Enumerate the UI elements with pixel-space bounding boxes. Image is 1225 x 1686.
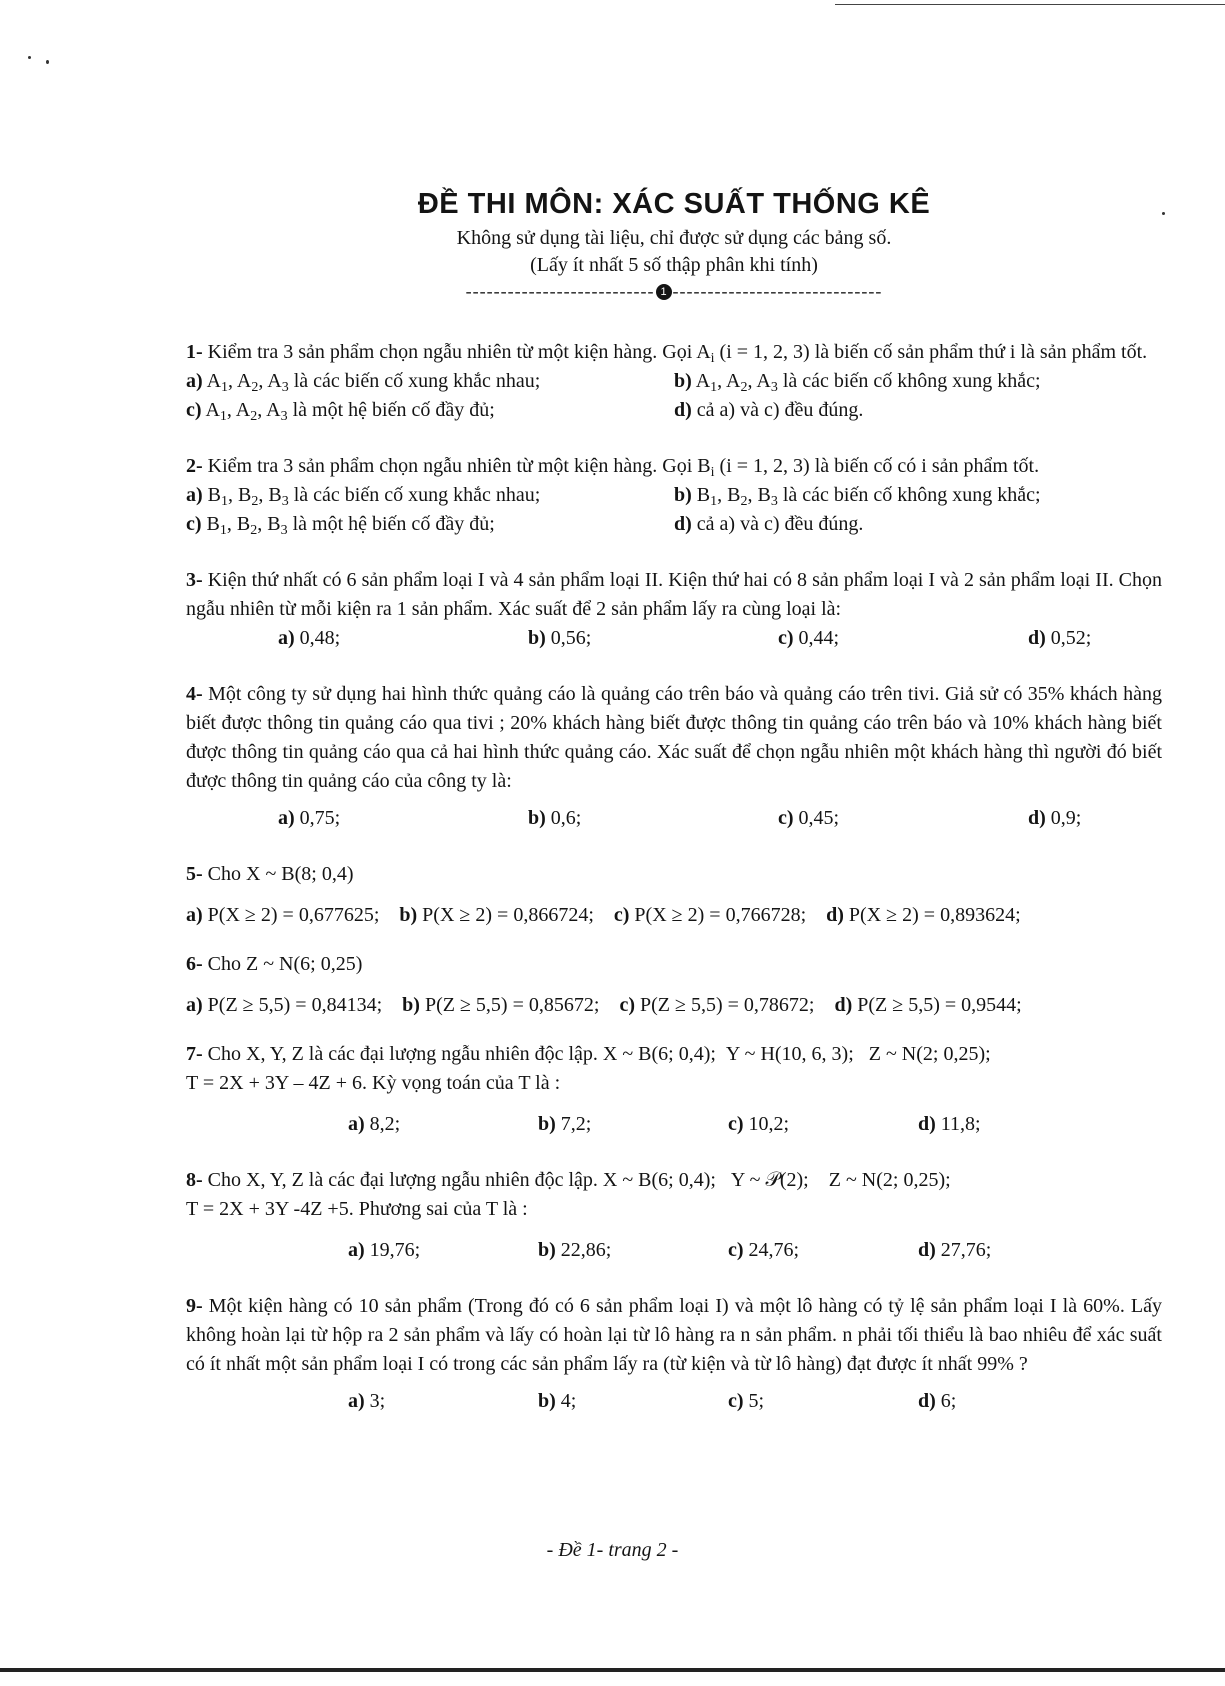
question-1 bbox=[186, 338, 1162, 425]
question-text: Cho X, Y, Z là các đại lượng ngẫu nhiên độc lập. X ~ B(6; 0,4); Y ~ 𝒫(2); Z ~ N(2; 0,25); T = 2X + 3Y -4Z +5. Phương sai của T là : bbox=[186, 1169, 951, 1220]
option-row bbox=[186, 991, 1162, 1020]
question-number: 8- bbox=[186, 1169, 203, 1191]
question-number: 6- bbox=[186, 953, 203, 975]
question-stem bbox=[186, 1292, 1162, 1379]
question-number: 7- bbox=[186, 1043, 203, 1065]
question-stem bbox=[186, 338, 1162, 367]
option-c[interactable]: c) P(Z ≥ 5,5) = 0,78672; bbox=[619, 994, 815, 1016]
question-stem bbox=[186, 1166, 1162, 1224]
question-9 bbox=[186, 1292, 1162, 1416]
question-number: 9- bbox=[186, 1295, 203, 1317]
option-c[interactable]: c) P(X ≥ 2) = 0,766728; bbox=[613, 904, 807, 926]
exam-title: ĐỀ THI MÔN: XÁC SUẤT THỐNG KÊ bbox=[417, 188, 931, 220]
question-8 bbox=[186, 1166, 1162, 1265]
bottom-scan-edge bbox=[0, 1668, 1225, 1672]
option-a[interactable]: a) P(Z ≥ 5,5) = 0,84134; bbox=[186, 994, 383, 1016]
question-text: Cho Z ~ N(6; 0,25) bbox=[207, 953, 363, 975]
title-separator bbox=[186, 281, 1162, 302]
option-d[interactable]: d) 0,52; bbox=[1028, 627, 1092, 649]
option-d[interactable]: d) cả a) và c) đều đúng. bbox=[674, 513, 864, 535]
question-7 bbox=[186, 1040, 1162, 1139]
option-c[interactable]: c) $B_1$, $B_2$, $B_3$ là một hệ biến cố đầy đủ; bbox=[186, 513, 495, 538]
option-b[interactable]: b) P(X ≥ 2) = 0,866724; bbox=[399, 904, 594, 926]
option-c[interactable]: c) 5; bbox=[728, 1390, 765, 1412]
option-row bbox=[186, 481, 1162, 510]
question-text: Cho X ~ B(8; 0,4) bbox=[207, 863, 354, 885]
option-a[interactable]: a) $A_1$, $A_2$, $A_3$ là các biến cố xung khắc nhau; bbox=[186, 370, 541, 395]
option-row bbox=[186, 510, 1162, 539]
option-d[interactable]: d) 27,76; bbox=[918, 1239, 992, 1261]
option-b[interactable]: b) 7,2; bbox=[538, 1113, 592, 1135]
exam-subtitle-rules: Không sử dụng tài liệu, chỉ được sử dụng các bảng số. bbox=[456, 227, 892, 249]
option-c[interactable]: c) 24,76; bbox=[728, 1239, 800, 1261]
question-number: 3- bbox=[186, 569, 203, 591]
option-d[interactable]: d) 0,9; bbox=[1028, 807, 1082, 829]
option-row bbox=[186, 804, 1162, 833]
top-rule bbox=[835, 4, 1225, 5]
question-stem bbox=[186, 680, 1162, 796]
question-number: 4- bbox=[186, 683, 203, 705]
question-stem bbox=[186, 860, 1162, 889]
separator-dashes-left: --------------------------- bbox=[465, 281, 655, 301]
question-5 bbox=[186, 860, 1162, 930]
option-d[interactable]: d) 11,8; bbox=[918, 1113, 981, 1135]
option-a[interactable]: a) 0,75; bbox=[278, 807, 341, 829]
option-c[interactable]: c) 0,44; bbox=[778, 627, 840, 649]
question-text: Kiện thứ nhất có 6 sản phẩm loại I và 4 sản phẩm loại II. Kiện thứ hai có 8 sản phẩm loại I và 2 sản phẩm loại II. Chọn ngẫu nhiên từ mỗi kiện ra 1 sản phẩm. Xác suất để 2 sản phẩm lấy ra cùng loại là: bbox=[186, 569, 1163, 620]
question-number: 2- bbox=[186, 455, 203, 477]
scan-speck bbox=[1162, 212, 1165, 215]
option-b[interactable]: b) $B_1$, $B_2$, $B_3$ là các biến cố không xung khắc; bbox=[674, 484, 1041, 509]
option-b[interactable]: b) P(Z ≥ 5,5) = 0,85672; bbox=[402, 994, 600, 1016]
option-b[interactable]: b) 4; bbox=[538, 1390, 577, 1412]
option-a[interactable]: a) 3; bbox=[348, 1390, 386, 1412]
exam-subtitle-decimals: (Lấy ít nhất 5 số thập phân khi tính) bbox=[530, 254, 818, 276]
option-a[interactable]: a) 8,2; bbox=[348, 1113, 401, 1135]
option-b[interactable]: b) 0,6; bbox=[528, 807, 582, 829]
question-number: 5- bbox=[186, 863, 203, 885]
separator-mark: 1 bbox=[656, 284, 672, 300]
option-a[interactable]: a) 19,76; bbox=[348, 1239, 421, 1261]
question-stem bbox=[186, 950, 1162, 979]
option-row bbox=[186, 396, 1162, 425]
question-text: Kiểm tra 3 sản phẩm chọn ngẫu nhiên từ một kiện hàng. Gọi $B_i$ (i = 1, 2, 3) là biến cố có i sản phẩm tốt. bbox=[207, 455, 1040, 480]
scan-speck bbox=[46, 60, 49, 64]
exam-page bbox=[186, 188, 1162, 1416]
option-row bbox=[186, 1236, 1162, 1265]
question-stem bbox=[186, 566, 1162, 624]
option-d[interactable]: d) P(X ≥ 2) = 0,893624; bbox=[826, 904, 1021, 926]
option-c[interactable]: c) $A_1$, $A_2$, $A_3$ là một hệ biến cố đầy đủ; bbox=[186, 399, 495, 424]
question-2 bbox=[186, 452, 1162, 539]
option-row bbox=[186, 1387, 1162, 1416]
option-a[interactable]: a) 0,48; bbox=[278, 627, 341, 649]
scan-speck bbox=[28, 56, 31, 59]
question-stem bbox=[186, 452, 1162, 481]
option-d[interactable]: d) 6; bbox=[918, 1390, 957, 1412]
option-b[interactable]: b) 22,86; bbox=[538, 1239, 612, 1261]
option-row bbox=[186, 901, 1162, 930]
option-d[interactable]: d) P(Z ≥ 5,5) = 0,9544; bbox=[834, 994, 1022, 1016]
question-text: Kiểm tra 3 sản phẩm chọn ngẫu nhiên từ một kiện hàng. Gọi $A_i$ (i = 1, 2, 3) là biến cố sản phẩm thứ i là sản phẩm tốt. bbox=[207, 341, 1148, 366]
question-number: 1- bbox=[186, 341, 203, 363]
option-row bbox=[186, 1110, 1162, 1139]
question-stem bbox=[186, 1040, 1162, 1098]
question-4 bbox=[186, 680, 1162, 833]
question-text: Một kiện hàng có 10 sản phẩm (Trong đó có 6 sản phẩm loại I) và một lô hàng có tỷ lệ sản phẩm loại I là 60%. Lấy không hoàn lại từ hộp ra 2 sản phẩm và lấy có hoàn lại từ lô hàng ra n sản phẩm. n phải tối thiểu là bao nhiêu để xác suất có ít nhất một sản phẩm loại I có trong các sản phẩm lấy ra (từ kiện và từ lô hàng) đạt được ít nhất 99% ? bbox=[186, 1295, 1163, 1375]
question-3 bbox=[186, 566, 1162, 653]
option-a[interactable]: a) P(X ≥ 2) = 0,677625; bbox=[186, 904, 380, 926]
page-footer: - Đề 1- trang 2 - bbox=[546, 1539, 679, 1561]
option-a[interactable]: a) $B_1$, $B_2$, $B_3$ là các biến cố xung khắc nhau; bbox=[186, 484, 541, 509]
question-text: Cho X, Y, Z là các đại lượng ngẫu nhiên độc lập. X ~ B(6; 0,4); Y ~ H(10, 6, 3); Z ~ N(2; 0,25); T = 2X + 3Y – 4Z + 6. Kỳ vọng toán của T là : bbox=[186, 1043, 991, 1094]
separator-dashes-right: ------------------------------ bbox=[672, 281, 883, 301]
option-b[interactable]: b) 0,56; bbox=[528, 627, 592, 649]
option-b[interactable]: b) $A_1$, $A_2$, $A_3$ là các biến cố không xung khắc; bbox=[674, 370, 1041, 395]
option-c[interactable]: c) 0,45; bbox=[778, 807, 840, 829]
option-d[interactable]: d) cả a) và c) đều đúng. bbox=[674, 399, 864, 421]
question-6 bbox=[186, 950, 1162, 1020]
option-c[interactable]: c) 10,2; bbox=[728, 1113, 790, 1135]
question-text: Một công ty sử dụng hai hình thức quảng cáo là quảng cáo trên báo và quảng cáo trên tivi. Giả sử có 35% khách hàng biết được thông tin quảng cáo qua tivi ; 20% khách hàng biết được thông tin quảng cáo trên báo và 10% khách hàng biết được thông tin quảng cáo qua cả hai hình thức quảng cáo. Xác suất để chọn ngẫu nhiên một khách hàng thì người đó biết được thông tin quảng cáo của công ty là: bbox=[186, 683, 1163, 792]
option-row bbox=[186, 624, 1162, 653]
option-row bbox=[186, 367, 1162, 396]
